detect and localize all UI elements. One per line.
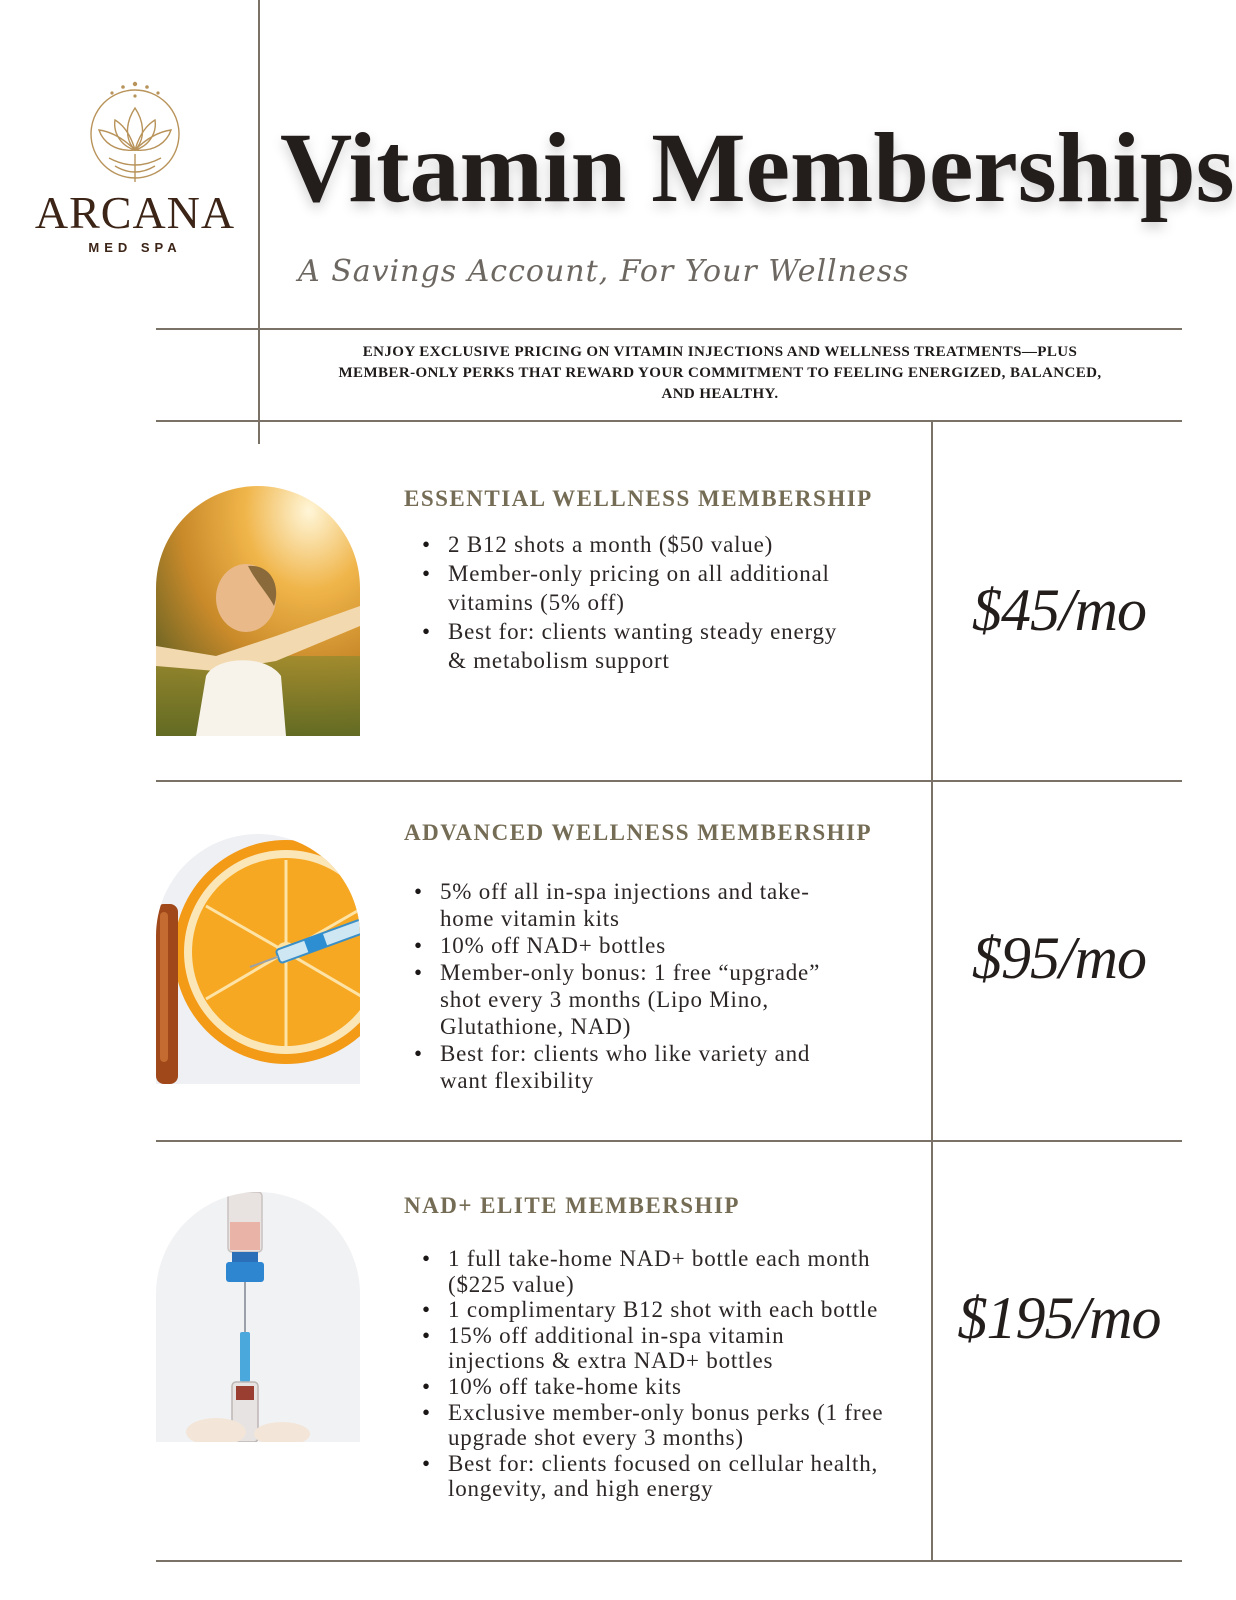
benefit-item: • 5% off all in-spa injections and take-home vitamin kits — [440, 878, 830, 932]
membership-name: ADVANCED WELLNESS MEMBERSHIP — [404, 820, 873, 845]
benefit-list — [448, 530, 838, 675]
divider-horizontal — [156, 780, 1182, 782]
divider-horizontal — [156, 1140, 1182, 1142]
benefit-item: • Best for: clients who like variety and want flexibility — [440, 1040, 830, 1094]
membership-name: NAD+ ELITE MEMBERSHIP — [404, 1193, 740, 1218]
benefit-item: • 15% off additional in-spa vitamin injections & extra NAD+ bottles — [448, 1323, 888, 1374]
membership-price: $45/mo — [972, 577, 1146, 643]
divider-horizontal — [156, 420, 1182, 422]
benefit-list — [440, 878, 830, 1094]
page-subtitle: A Savings Account, For Your Wellness — [298, 254, 910, 289]
benefit-item: • Exclusive member-only bonus perks (1 free upgrade shot every 3 months) — [448, 1400, 888, 1451]
benefit-item: • Best for: clients wanting steady energy & metabolism support — [448, 617, 838, 675]
brand-logo — [20, 78, 250, 268]
benefit-item: • Best for: clients focused on cellular health, longevity, and high energy — [448, 1451, 888, 1502]
benefit-item: • 10% off take-home kits — [448, 1374, 888, 1400]
benefit-item: • 1 full take-home NAD+ bottle each month ($225 value) — [448, 1246, 888, 1297]
divider-vertical-price — [931, 420, 933, 1560]
vial-and-syringe-photo — [156, 1192, 360, 1442]
membership-name: ESSENTIAL WELLNESS MEMBERSHIP — [404, 486, 873, 511]
lotus-icon — [85, 78, 185, 186]
brand-name: ARCANA — [34, 187, 236, 238]
benefit-item: • 10% off NAD+ bottles — [440, 932, 830, 959]
membership-price: $195/mo — [957, 1285, 1161, 1351]
benefit-item: • Member-only bonus: 1 free “upgrade” shot every 3 months (Lipo Mino, Glutathione, NAD) — [440, 959, 830, 1040]
membership-price: $95/mo — [972, 925, 1146, 991]
divider-vertical-header — [258, 0, 260, 444]
divider-horizontal — [156, 328, 1182, 330]
divider-horizontal — [156, 1560, 1182, 1562]
orange-and-syringe-photo — [156, 834, 360, 1084]
page-title: Vitamin Memberships — [280, 112, 1235, 223]
intro-text: ENJOY EXCLUSIVE PRICING ON VITAMIN INJECTIONS AND WELLNESS TREATMENTS—PLUS MEMBER-ONLY PERKS THAT REWARD YOUR COMMITMENT TO FEELING ENERGIZED, BALANCED, AND HEALTHY. — [338, 344, 1102, 402]
benefit-item: • 1 complimentary B12 shot with each bottle — [448, 1297, 888, 1323]
brand-tagline: MED SPA — [88, 240, 182, 255]
benefit-item: • Member-only pricing on all additional vitamins (5% off) — [448, 559, 838, 617]
woman-in-sunlight-photo — [156, 486, 360, 736]
benefit-item: • 2 B12 shots a month ($50 value) — [448, 530, 838, 559]
benefit-list — [448, 1246, 888, 1502]
